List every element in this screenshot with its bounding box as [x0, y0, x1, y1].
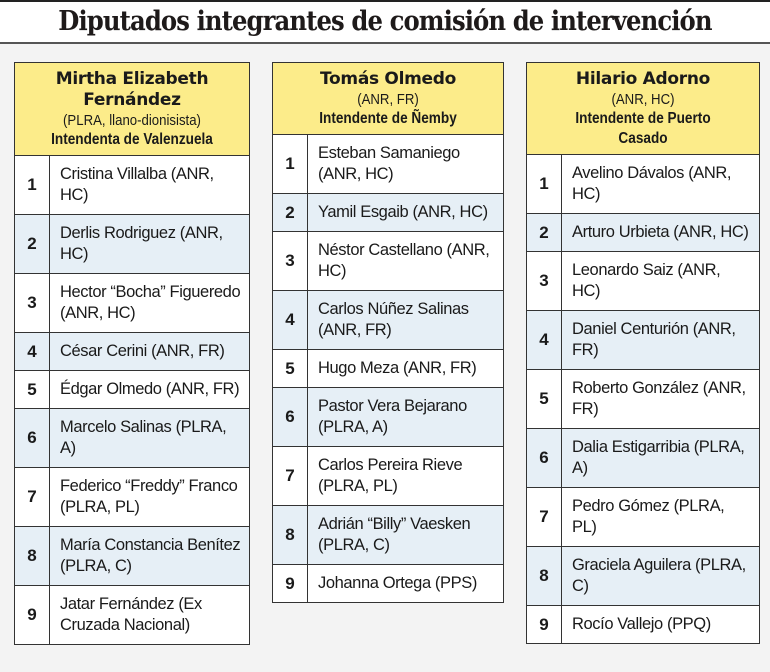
page-title: Diputados integrantes de comisión de intervención: [58, 6, 712, 37]
deputy-name: Édgar Olmedo (ANR, FR): [60, 380, 240, 398]
deputy-name: Pastor Vera Bejarano (PLRA, A): [318, 397, 467, 436]
deputy-name: Néstor Castellano (ANR, HC): [318, 241, 490, 280]
table-row: [273, 387, 503, 446]
table-row: [273, 193, 503, 231]
title-bar: [0, 0, 770, 44]
intendente-name: Tomás Olmedo: [319, 69, 456, 89]
row-number: 6: [15, 409, 50, 467]
row-number: 1: [527, 155, 562, 213]
deputy-name: Dalia Estigarribia (PLRA, A): [572, 438, 745, 477]
row-number: 5: [527, 370, 562, 428]
table-header: [527, 63, 759, 155]
row-number: 8: [15, 527, 50, 585]
deputy-name: Carlos Núñez Salinas (ANR, FR): [318, 300, 469, 339]
table-row: [15, 526, 249, 585]
table-valenzuela: [14, 62, 250, 645]
intendente-party: (PLRA, llano-dionisista): [63, 112, 201, 129]
deputy-name: Pedro Gómez (PLRA, PL): [572, 497, 725, 536]
table-row: [527, 428, 759, 487]
deputy-name: Adrián “Billy” Vaesken (PLRA, C): [318, 515, 471, 554]
table-row: [527, 213, 759, 251]
row-number: 4: [15, 333, 50, 370]
table-row: [273, 564, 503, 602]
deputy-name: Leonardo Saiz (ANR, HC): [572, 261, 721, 300]
row-number: 7: [15, 468, 50, 526]
deputy-name: Marcelo Salinas (PLRA, A): [60, 418, 227, 457]
table-row: [527, 546, 759, 605]
table-row: [15, 370, 249, 408]
row-number: 7: [273, 447, 308, 505]
row-number: 9: [15, 586, 50, 644]
row-number: 5: [273, 350, 308, 387]
intendente-role: Intendente de Ñemby: [319, 110, 457, 127]
table-puerto-casado: [526, 62, 760, 644]
deputy-name: César Cerini (ANR, FR): [60, 342, 225, 360]
row-number: 4: [273, 291, 308, 349]
table-body: [527, 155, 759, 643]
deputy-name: Cristina Villalba (ANR, HC): [60, 165, 214, 204]
table-row: [273, 446, 503, 505]
deputy-name: Daniel Centurión (ANR, FR): [572, 320, 736, 359]
deputy-name: Avelino Dávalos (ANR, HC): [572, 164, 732, 203]
table-row: [527, 487, 759, 546]
table-row: [15, 467, 249, 526]
intendente-name: Hilario Adorno: [575, 69, 711, 89]
table-row: [527, 605, 759, 643]
table-header: [273, 63, 503, 135]
deputy-name: Esteban Samaniego (ANR, HC): [318, 144, 460, 183]
intendente-party: (ANR, FR): [357, 91, 419, 108]
row-number: 1: [273, 135, 308, 193]
table-row: [273, 231, 503, 290]
deputy-name: María Constancia Benítez (PLRA, C): [60, 536, 241, 575]
row-number: 9: [527, 606, 562, 643]
row-number: 6: [273, 388, 308, 446]
table-row: [15, 156, 249, 214]
table-row: [527, 251, 759, 310]
table-row: [15, 585, 249, 644]
row-number: 2: [273, 194, 308, 231]
table-row: [15, 408, 249, 467]
row-number: 2: [15, 215, 50, 273]
table-row: [273, 290, 503, 349]
table-header: [15, 63, 249, 156]
row-number: 7: [527, 488, 562, 546]
deputy-name: Hugo Meza (ANR, FR): [318, 359, 477, 377]
intendente-role: Intendenta de Valenzuela: [51, 131, 213, 148]
deputy-name: Carlos Pereira Rieve (PLRA, PL): [318, 456, 463, 495]
intendente-name: Mirtha Elizabeth Fernández: [55, 69, 209, 110]
deputy-name: Derlis Rodriguez (ANR, HC): [60, 224, 223, 263]
table-nemby: [272, 62, 504, 603]
table-row: [273, 135, 503, 193]
row-number: 6: [527, 429, 562, 487]
row-number: 1: [15, 156, 50, 214]
table-row: [273, 505, 503, 564]
table-row: [273, 349, 503, 387]
deputy-name: Federico “Freddy” Franco (PLRA, PL): [60, 477, 238, 516]
table-row: [527, 155, 759, 213]
table-row: [15, 214, 249, 273]
deputy-name: Hector “Bocha” Figueredo (ANR, HC): [60, 283, 241, 322]
deputy-name: Rocío Vallejo (PPQ): [572, 615, 711, 633]
row-number: 8: [527, 547, 562, 605]
table-body: [15, 156, 249, 644]
table-row: [15, 273, 249, 332]
row-number: 3: [527, 252, 562, 310]
table-row: [527, 310, 759, 369]
deputy-name: Jatar Fernández (Ex Cruzada Nacional): [60, 595, 202, 634]
row-number: 5: [15, 371, 50, 408]
table-body: [273, 135, 503, 602]
intendente-party: (ANR, HC): [611, 91, 675, 108]
table-row: [15, 332, 249, 370]
deputy-name: Yamil Esgaib (ANR, HC): [318, 203, 488, 221]
row-number: 9: [273, 565, 308, 602]
row-number: 3: [273, 232, 308, 290]
deputy-name: Roberto González (ANR, FR): [572, 379, 746, 418]
row-number: 3: [15, 274, 50, 332]
row-number: 8: [273, 506, 308, 564]
deputy-name: Arturo Urbieta (ANR, HC): [572, 223, 749, 241]
row-number: 4: [527, 311, 562, 369]
deputy-name: Graciela Aguilera (PLRA, C): [572, 556, 746, 595]
intendente-role: Intendente de Puerto Casado: [575, 110, 711, 147]
table-row: [527, 369, 759, 428]
row-number: 2: [527, 214, 562, 251]
deputy-name: Johanna Ortega (PPS): [318, 574, 477, 592]
